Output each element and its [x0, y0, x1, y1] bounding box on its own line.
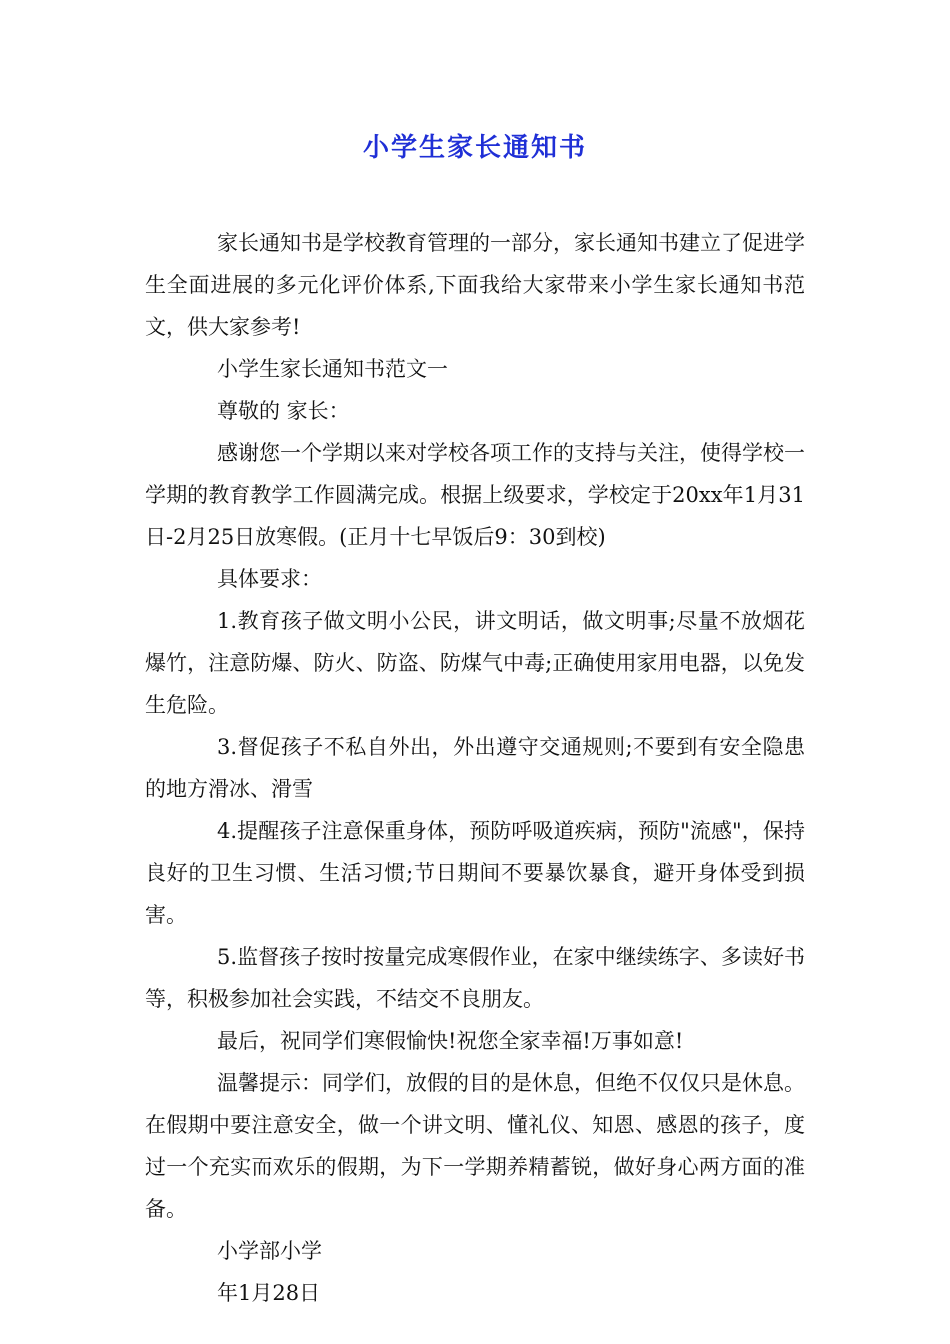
requirement-item: 5.监督孩子按时按量完成寒假作业，在家中继续练字、多读好书等，积极参加社会实践，不结交不良朋友。: [145, 945, 805, 1011]
thanks-paragraph: 感谢您一个学期以来对学校各项工作的支持与关注，使得学校一学期的教育教学工作圆满完成。根据上级要求，学校定于20xx年1月31日-2月25日放寒假。(正月十七早饭后9：30到校): [145, 441, 805, 549]
intro-paragraph: 家长通知书是学校教育管理的一部分，家长通知书建立了促进学生全面进展的多元化评价体系,下面我给大家带来小学生家长通知书范文，供大家参考!: [145, 231, 805, 339]
requirement-item: 3.督促孩子不私自外出，外出遵守交通规则;不要到有安全隐患的地方滑冰、滑雪: [145, 735, 805, 801]
warm-reminder: 温馨提示：同学们，放假的目的是休息，但绝不仅仅只是休息。在假期中要注意安全，做一个讲文明、懂礼仪、知恩、感恩的孩子，度过一个充实而欢乐的假期，为下一学期养精蓄锐，做好身心两方面的准备。: [145, 1071, 805, 1221]
requirement-item: 4.提醒孩子注意保重身体，预防呼吸道疾病，预防"流感"，保持良好的卫生习惯、生活习惯;节日期间不要暴饮暴食，避开身体受到损害。: [145, 819, 805, 927]
document-body: [145, 222, 805, 1314]
requirement-item: 1.教育孩子做文明小公民，讲文明话，做文明事;尽量不放烟花爆竹，注意防爆、防火、防盗、防煤气中毒;正确使用家用电器，以免发生危险。: [145, 609, 805, 717]
sample-heading: 小学生家长通知书范文一: [217, 357, 448, 381]
salutation: 尊敬的 家长：: [217, 399, 350, 423]
signature-school: 小学部小学: [217, 1239, 322, 1263]
closing-wishes: 最后，祝同学们寒假愉快!祝您全家幸福!万事如意!: [217, 1029, 684, 1053]
requirements-heading: 具体要求：: [217, 567, 322, 591]
document-title: 小学生家长通知书: [362, 133, 587, 163]
signature-date: 年1月28日: [217, 1281, 321, 1305]
